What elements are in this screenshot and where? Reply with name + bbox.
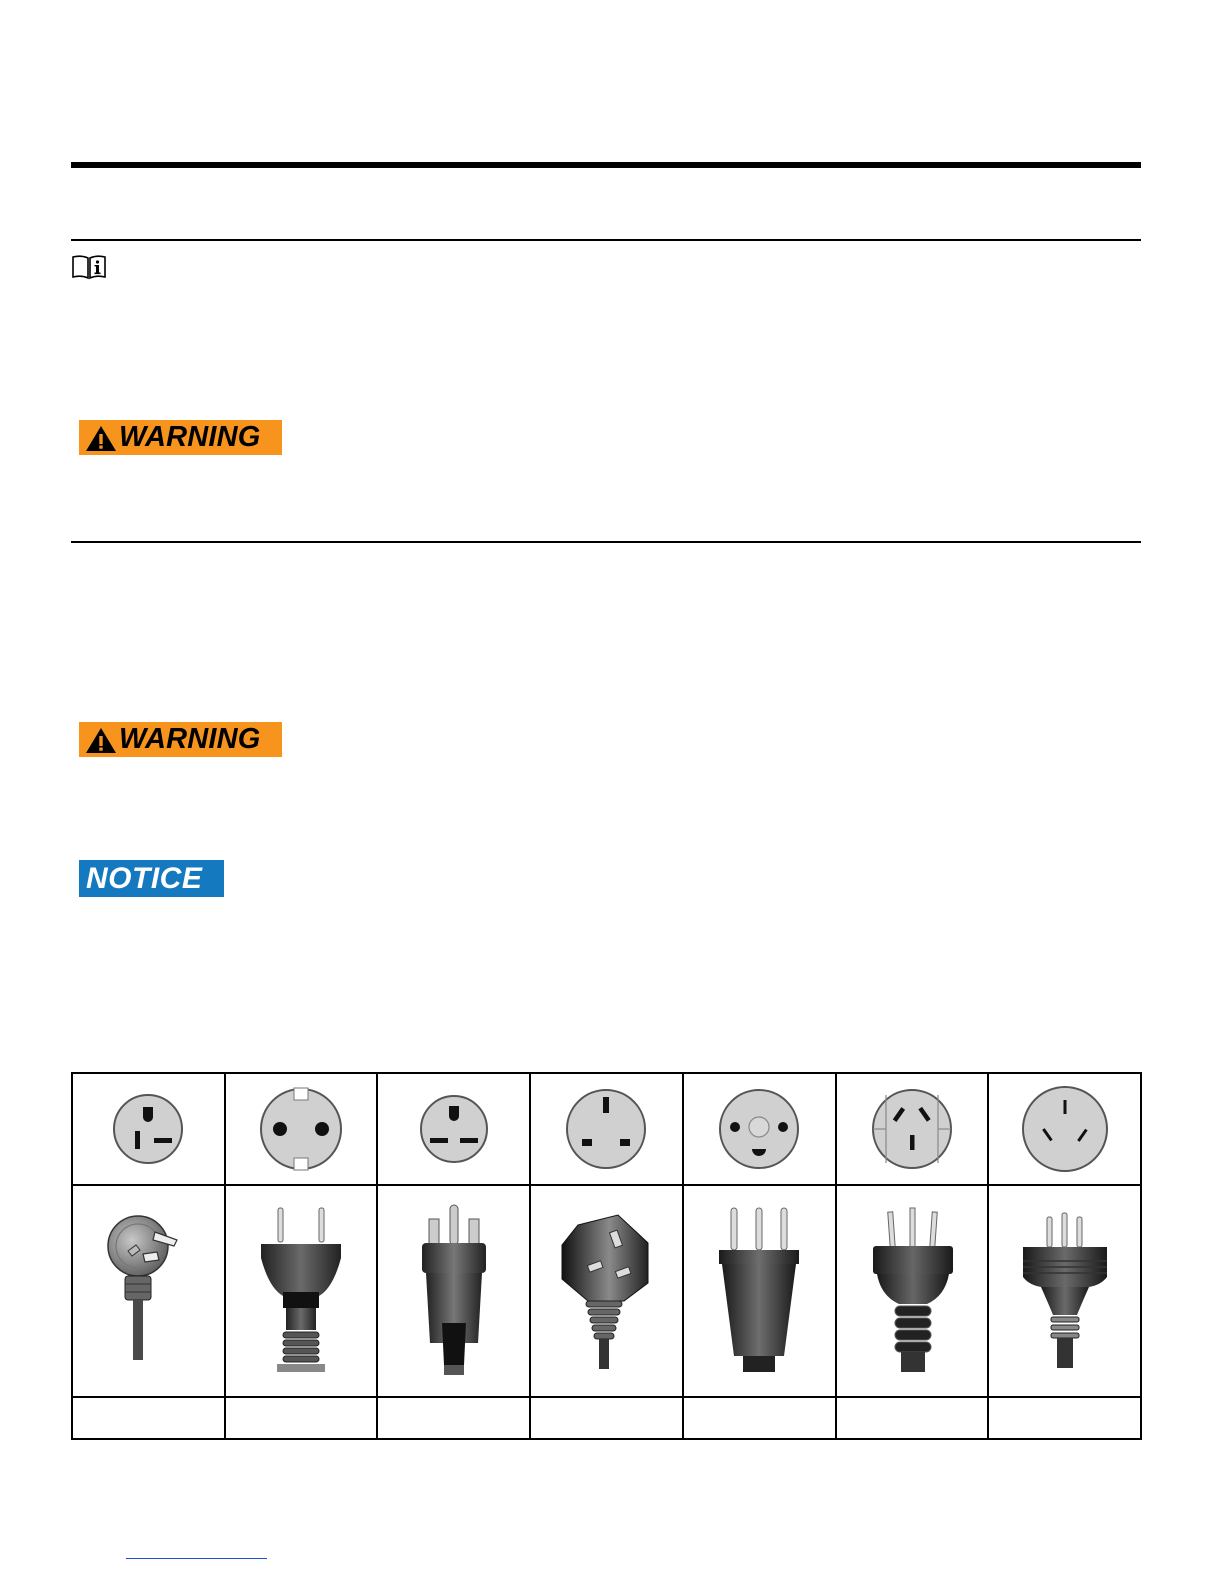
- warning-label: WARNING: [119, 421, 261, 453]
- plug-schuko-icon: [253, 1206, 349, 1376]
- warning-badge: [79, 420, 282, 455]
- socket-uk-icon: [564, 1087, 648, 1171]
- plug-cell: [683, 1185, 836, 1397]
- notice-label: NOTICE: [86, 861, 203, 895]
- plug-cell: [377, 1185, 530, 1397]
- book-info-icon: [71, 254, 107, 280]
- socket-us-hospital-icon: [108, 1089, 188, 1169]
- socket-cell: [683, 1073, 836, 1185]
- notice-badge: [79, 860, 224, 897]
- plug-cell: [836, 1185, 989, 1397]
- plug-china-icon: [1017, 1211, 1113, 1371]
- plug-label-cell: [836, 1397, 989, 1439]
- socket-cell: [988, 1073, 1141, 1185]
- plug-cell: [225, 1185, 378, 1397]
- plug-israel-icon: [714, 1206, 804, 1376]
- plug-us-nema-icon: [414, 1203, 494, 1379]
- socket-australia-icon: [870, 1087, 954, 1171]
- socket-china-icon: [1020, 1084, 1110, 1174]
- plug-label-cell: [72, 1397, 225, 1439]
- label-row: [72, 1397, 1141, 1439]
- plug-label-cell: [530, 1397, 683, 1439]
- socket-cell: [377, 1073, 530, 1185]
- warning-triangle-icon: [85, 424, 117, 452]
- plug-australia-icon: [867, 1206, 957, 1376]
- plug-row: [72, 1185, 1141, 1397]
- socket-schuko-icon: [258, 1086, 344, 1172]
- plug-label-cell: [988, 1397, 1141, 1439]
- socket-cell: [530, 1073, 683, 1185]
- plug-cell: [72, 1185, 225, 1397]
- socket-us-nema-icon: [417, 1092, 491, 1166]
- socket-row: [72, 1073, 1141, 1185]
- warning-badge: [79, 722, 282, 757]
- plug-label-cell: [225, 1397, 378, 1439]
- warning-triangle-icon: [85, 726, 117, 754]
- section-rule: [71, 541, 1141, 543]
- plug-cell: [988, 1185, 1141, 1397]
- socket-cell: [72, 1073, 225, 1185]
- header-rule: [71, 162, 1141, 168]
- section-rule: [71, 239, 1141, 241]
- plug-label-cell: [377, 1397, 530, 1439]
- footer-link-underline[interactable]: [126, 1558, 267, 1559]
- warning-label: WARNING: [119, 723, 261, 755]
- plug-type-table: [71, 1072, 1142, 1440]
- socket-israel-icon: [717, 1087, 801, 1171]
- plug-label-cell: [683, 1397, 836, 1439]
- socket-cell: [836, 1073, 989, 1185]
- plug-uk-icon: [558, 1211, 654, 1371]
- plug-cell: [530, 1185, 683, 1397]
- socket-cell: [225, 1073, 378, 1185]
- plug-us-hospital-icon: [103, 1206, 193, 1376]
